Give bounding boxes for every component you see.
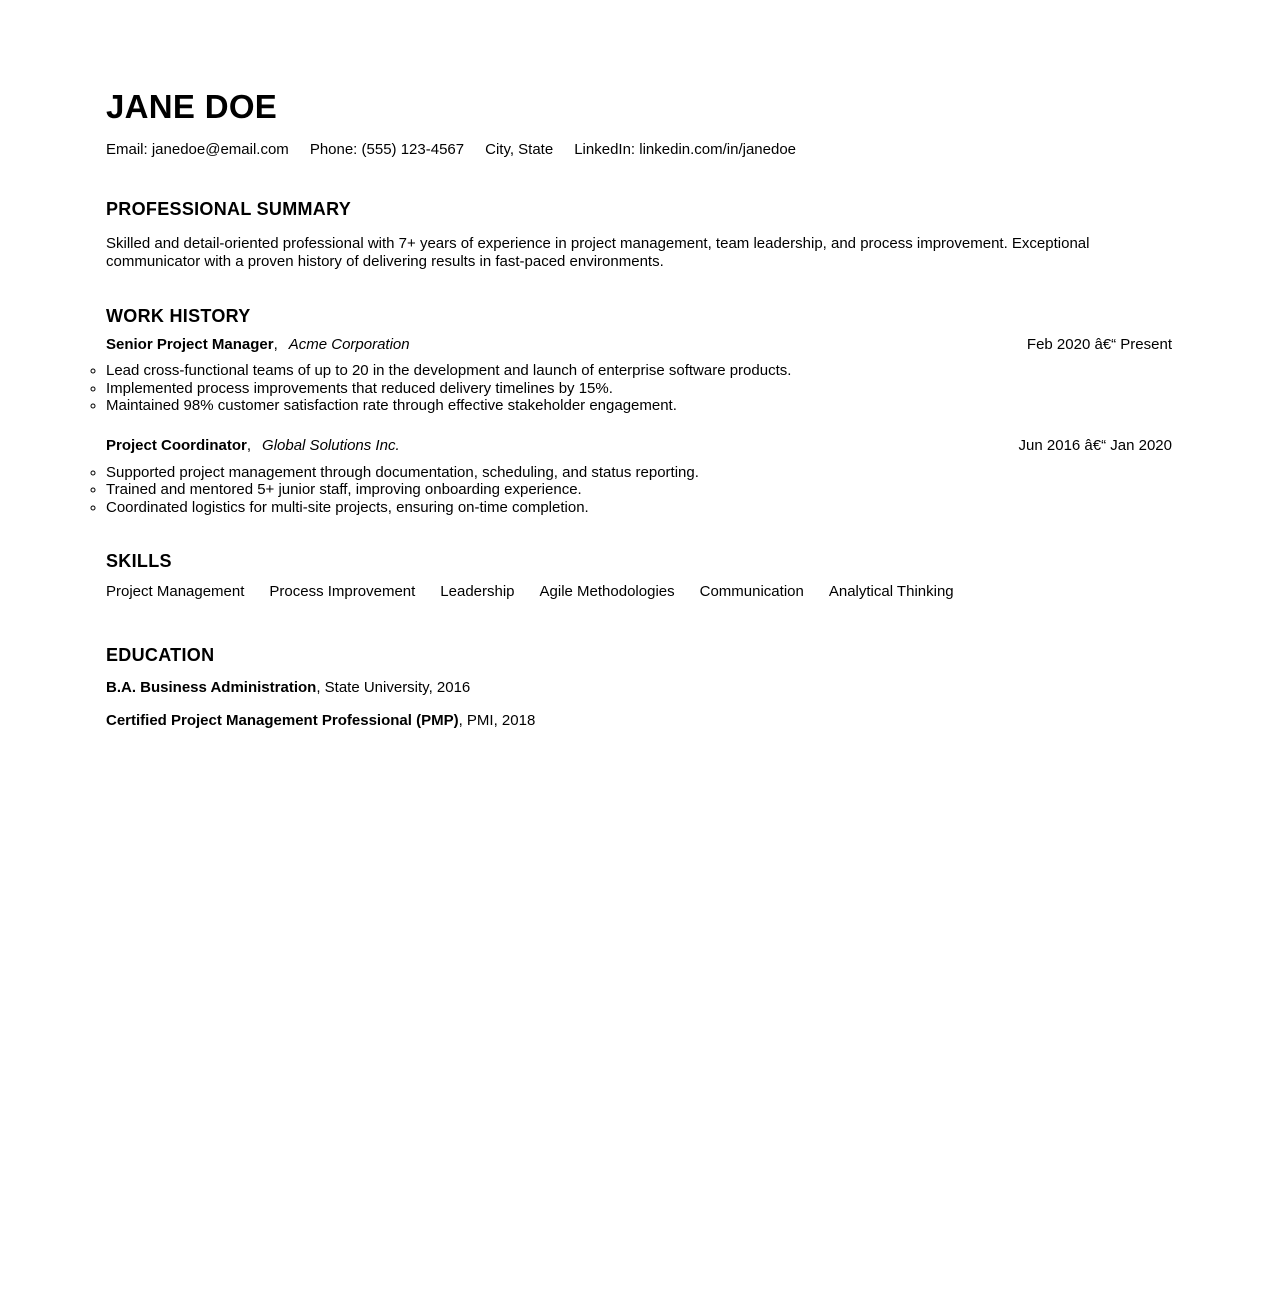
job-bullet: ◦ Supported project management through documentation, scheduling, and status reporting. [106,464,1172,482]
job-title-line [106,437,400,456]
job-bullet: ◦ Lead cross-functional teams of up to 20 in the development and launch of enterprise software products. [106,362,1172,380]
job-title: Project Coordinator [106,436,247,454]
contact-email: Email: janedoe@email.com [106,141,289,158]
contact-phone: Phone: (555) 123-4567 [309,141,465,158]
job-bullet: ◦ Trained and mentored 5+ junior staff, improving onboarding experience. [106,481,1172,499]
job-bullet: ◦ Implemented process improvements that reduced delivery timelines by 15%. [106,380,1172,398]
skill-item: Leadership [440,583,515,600]
skills-heading: SKILLS [106,551,172,571]
work-history-heading: WORK HISTORY [106,305,251,326]
contact-location: City, State [485,141,554,158]
job-entry-header [106,437,1172,456]
skill-item: Process Improvement [269,583,416,600]
job-company: Global Solutions Inc. [262,436,400,454]
education-degree: Certified Project Management Professional (PMP) [106,712,459,729]
summary-heading: PROFESSIONAL SUMMARY [106,198,352,219]
job-title: Senior Project Manager [106,335,274,353]
job-comma: , [246,436,252,454]
job-title-line [106,336,410,355]
job-bullet-list [92,464,1172,517]
summary-text: Skilled and detail-oriented professional with 7+ years of experience in project management, team leadership, and process improvement. Exceptional communicator with a proven history of delivering results in fast-paced environments. [106,234,1090,270]
job-dates: Feb 2020 â€“ Present [1026,335,1172,353]
job-company: Acme Corporation [288,335,410,353]
job-bullet-list [92,362,1172,415]
skill-item: Communication [699,583,804,600]
job-entry-header [106,336,1172,355]
job-bullet: ◦ Coordinated logistics for multi-site projects, ensuring on-time completion. [106,499,1172,517]
job-dates: Jun 2016 â€“ Jan 2020 [1018,436,1172,454]
education-details: , State University, 2016 [316,679,471,696]
skill-item: Project Management [106,583,245,600]
job-comma: , [273,335,278,353]
education-details: , PMI, 2018 [458,712,536,729]
page-title: JANE DOE [106,88,278,125]
contact-line [106,142,1172,159]
skills-list [106,583,1172,601]
education-heading: EDUCATION [106,645,215,665]
education-entry [106,679,1172,697]
education-entry [106,712,1172,730]
skill-item: Agile Methodologies [539,583,675,600]
skill-item: Analytical Thinking [828,583,954,600]
job-bullet: ◦ Maintained 98% customer satisfaction rate through effective stakeholder engagement. [106,397,1172,415]
education-degree: B.A. Business Administration [106,679,317,696]
contact-linkedin: LinkedIn: linkedin.com/in/janedoe [574,141,797,158]
